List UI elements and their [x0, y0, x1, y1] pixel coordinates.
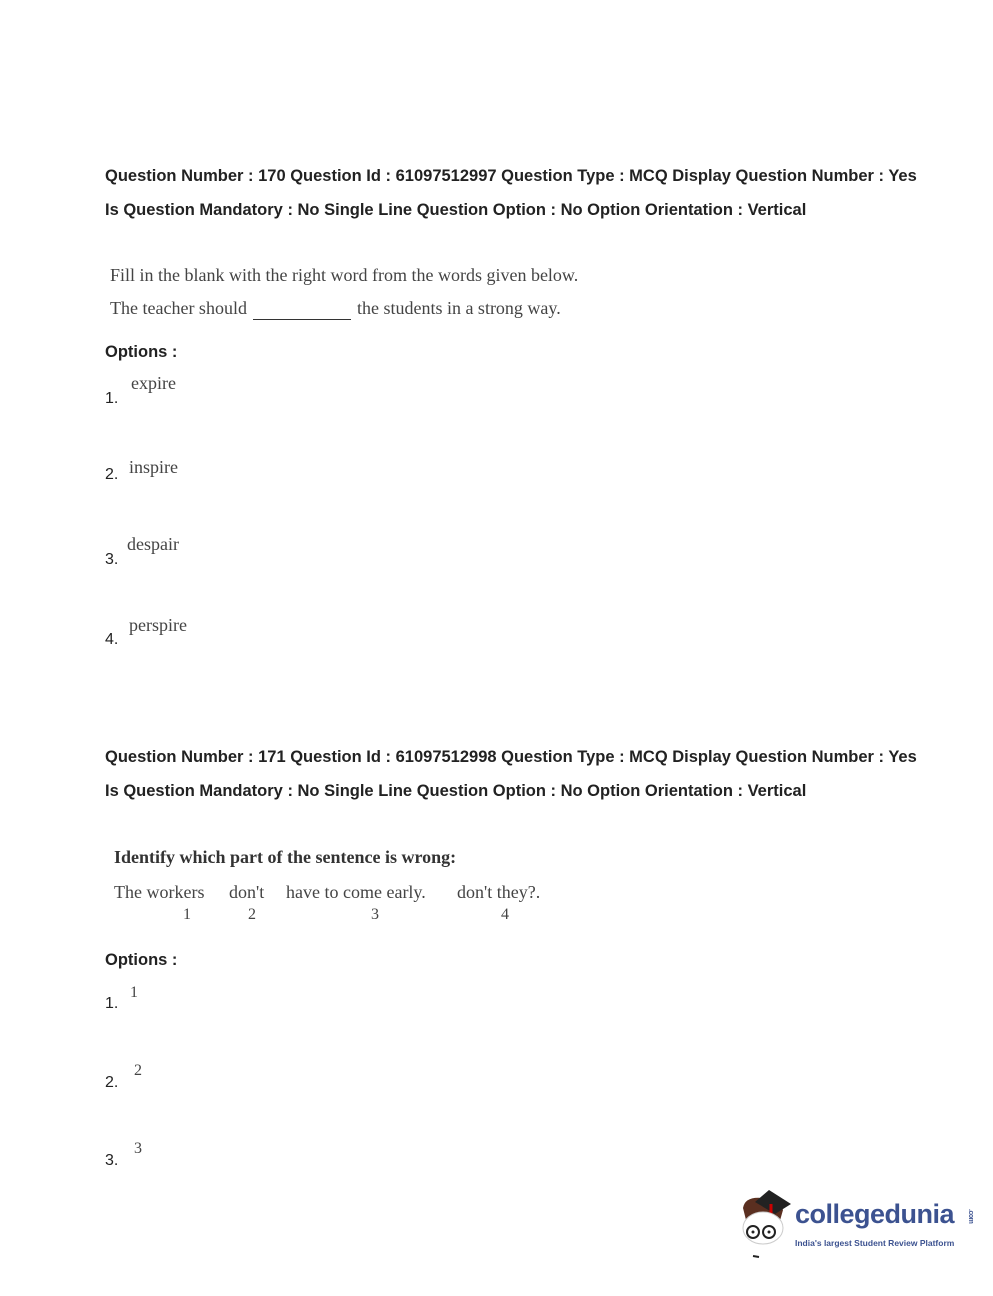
collegedunia-logo: [735, 1190, 975, 1260]
option-text: 2: [134, 1062, 142, 1079]
question-170-meta: Question Number : 170 Question Id : 61097512997 Question Type : MCQ Display Question Number : Yes Is Question Mandatory : No Single Line Question Option : No Option Orientation : Vertical: [105, 167, 917, 219]
option-text: expire: [131, 373, 176, 393]
part-number: 1: [183, 906, 191, 923]
option-number: 2.: [105, 466, 119, 483]
option-number: 3.: [105, 551, 119, 568]
graduate-mascot-icon: [735, 1190, 793, 1260]
options-label: Options :: [105, 343, 178, 361]
sentence-before: The teacher should: [110, 298, 247, 318]
sentence-part: have to come early.: [286, 882, 426, 902]
part-number: 3: [371, 906, 379, 923]
question-171-instruction: Identify which part of the sentence is wrong:: [114, 847, 457, 867]
option-number: 1.: [105, 390, 119, 407]
question-170-instruction: Fill in the blank with the right word from the words given below.: [110, 265, 579, 285]
option-text: 3: [134, 1140, 142, 1157]
blank-line: [253, 298, 351, 320]
options-label: Options :: [105, 951, 178, 969]
question-171-meta: Question Number : 171 Question Id : 61097512998 Question Type : MCQ Display Question Number : Yes Is Question Mandatory : No Single Line Question Option : No Option Orientation : Vertical: [105, 748, 917, 800]
part-number: 4: [501, 906, 509, 923]
option-text: 1: [130, 984, 138, 1001]
option-number: 1.: [105, 995, 119, 1012]
logo-tagline: India's largest Student Review Platform: [795, 1238, 955, 1248]
logo-wordmark: collegedunia .com: [795, 1199, 975, 1229]
option-number: 4.: [105, 631, 119, 648]
part-number: 2: [248, 906, 256, 923]
option-number: 3.: [105, 1152, 119, 1169]
option-number: 2.: [105, 1074, 119, 1091]
option-text: perspire: [129, 615, 187, 635]
option-text: inspire: [129, 457, 178, 477]
sentence-part: don't: [229, 882, 265, 902]
sentence-after: the students in a strong way.: [356, 298, 561, 318]
sentence-part: don't they?.: [457, 882, 541, 902]
option-text: despair: [127, 534, 179, 554]
question-170-sentence: [110, 298, 561, 320]
sentence-part: The workers: [114, 882, 205, 902]
